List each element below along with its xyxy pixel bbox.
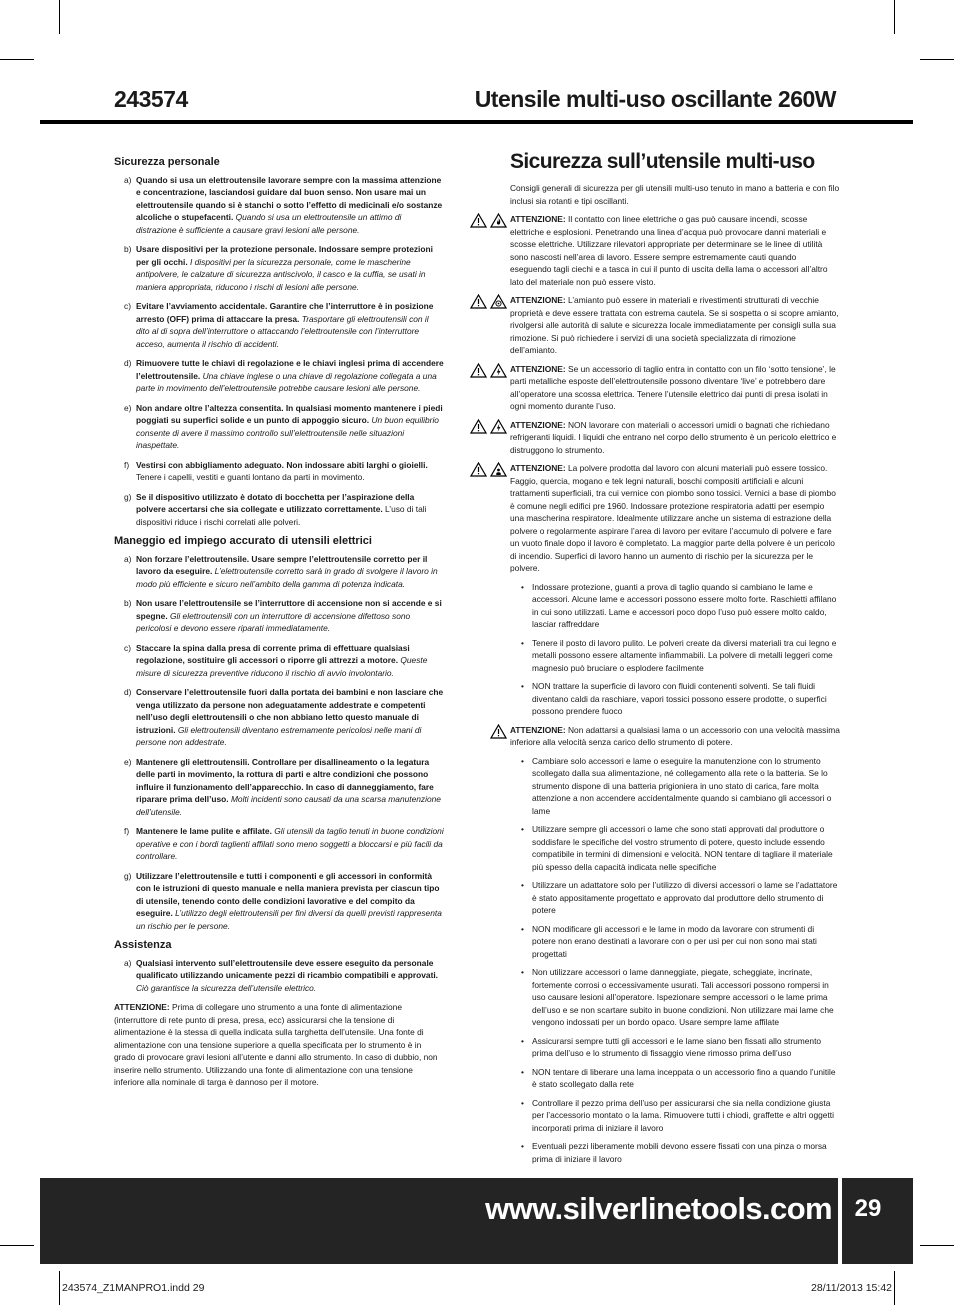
warning-block xyxy=(510,724,840,749)
item-explanation: Un buon equilibrio consente di avere il massimo controllo sull’elettroutensile nelle situazioni inaspettate. xyxy=(136,415,439,450)
item-instruction: Evitare l’avviamento accidentale. Garantire che l’interruttore è in posizione arresto (OFF) prima di attaccare la presa. xyxy=(136,301,434,324)
bullet-item: • Utilizzare sempre gli accessori o lame che sono stati approvati dal produttore o soddisfare le specifiche del vostro strumento di potere, questo include essendo compatibile in termini di dimensioni e velocità. NON tentare di tagliare il materiale più spesso della capacità indicata nelle specifiche xyxy=(520,823,840,873)
item-instruction: Conservare l’elettroutensile fuori dalla portata dei bambini e non lasciare che venga utilizzato da persone non adeguatamente addestrate e competenti nell’uso degli elettroutensili o che non abbiano letto questo manuale di istruzioni. xyxy=(136,687,444,735)
website-link[interactable]: www.silverlinetools.com xyxy=(485,1191,832,1226)
section-heading: Assistenza xyxy=(114,939,172,951)
warning-list xyxy=(510,213,840,575)
list-item xyxy=(114,243,444,293)
item-label: a) xyxy=(124,957,132,968)
warning-text: L’amianto può essere in materiali e rivestimenti strutturati di vecchie proprietà e deve essere trattata con estrema cautela. Se si sospetta o si scopre amianto, rivolgersi alle autorità di salute e sicurezza locale immediatamente per consigli sulla sua rimozione. Si può richiedere i servizi di una società specializzata di rimozione dell’amianto. xyxy=(510,295,839,355)
warning-block xyxy=(510,462,840,575)
dust-icon xyxy=(490,462,507,477)
crop-mark xyxy=(920,59,954,60)
list-item xyxy=(114,756,444,819)
crop-mark xyxy=(59,1271,60,1305)
item-instruction: Rimuovere tutte le chiavi di regolazione e le chiavi inglesi prima di accendere l’elettroutensile. xyxy=(136,358,444,381)
right-column xyxy=(510,150,840,1171)
item-instruction: Non forzare l’elettroutensile. Usare sempre l’elettroutensile corretto per il lavoro da eseguire. xyxy=(136,553,428,576)
list-item xyxy=(114,870,444,933)
item-label: a) xyxy=(124,174,132,185)
item-instruction: Se il dispositivo utilizzato è dotato di bocchetta per l’aspirazione della polvere accertarsi che sia collegate e utilizzato correttamente. xyxy=(136,491,415,514)
item-label: b) xyxy=(124,598,132,608)
bullet-item: • NON trattare la superficie di lavoro con fluidi contenenti solventi. Se tali fluidi diventano caldi da raschiare, vapori tossici possono essere prodotte, o superfici possono prendere fuoco xyxy=(520,680,840,718)
list-item xyxy=(114,553,444,591)
item-explanation: L’uso di tali dispositivi riduce i rischi correlati alle polveri. xyxy=(136,504,427,527)
bullet-item: • Cambiare solo accessori e lame o eseguire la manutenzione con lo strumento scollegato dalla sua alimentazione, né collegamento alla rete o la batteria. Se lo strumento dispone di una batteria prigioniera in uno stato di carica, fare molta attenzione a non accendere accidentalmente quando si cambiano gli accessori o lame xyxy=(520,755,840,818)
item-instruction: Usare dispositivi per la protezione personale. Indossare sempre protezioni per gli occhi. xyxy=(136,244,433,267)
warning-label: ATTENZIONE: xyxy=(510,363,566,374)
item-instruction: Qualsiasi intervento sull’elettroutensile deve essere eseguito da personale qualificato utilizzando unicamente pezzi di ricambio compatibili e approvati. xyxy=(136,957,439,980)
warning-triangle-icon xyxy=(470,294,487,309)
warning-icons xyxy=(470,724,508,740)
warning-triangle-icon xyxy=(470,363,487,378)
warning-text: La polvere prodotta dal lavoro con alcuni materiali può essere tossico. Faggio, quercia, mogano e tek legni naturali, boschi compositi artificiali e alcuni trattamenti superficiali, tra cui vernice con piombo sono tossici. Vernici a base di piombo è comune negli edifici pre 1960. Indossare protezione respiratoria adatti per esempio una mascherina respiratore. Idealmente utilizzare anche un sistema di estrazione della polvere o regolarmente aspirare l’area di lavoro per evitare l’accumulo di polvere e fare un vuoto finale dopo il lavoro è completato. La maggior parte della polvere è un pericolo di incendio. Superfici di lavoro hanno un aumento di rischio per la sicurezza per le polvere. xyxy=(510,463,836,573)
list-item xyxy=(114,357,444,395)
item-instruction: Mantenere le lame pulite e affilate. xyxy=(136,826,272,836)
warning-triangle-icon xyxy=(490,724,507,739)
page-title: Utensile multi-uso oscillante 260W xyxy=(474,86,836,112)
item-instruction: Quando si usa un elettroutensile lavorare sempre con la massima attenzione e concentrazione, lasciandosi guidare dal buon senso. Non usare mai un elettroutensile quando si è stanchi o sotto l’effetto di medicinali e/o sostanze alcoliche o stupefacenti. xyxy=(136,174,443,222)
warning-text: Non adattarsi a qualsiasi lama o un accessorio con una velocità massima inferiore alla velocità senza carico dello strumento di potere. xyxy=(510,724,840,747)
item-label: b) xyxy=(124,244,132,254)
bullet-item: • NON modificare gli accessori e le lame in modo da lavorare con strumenti di potere non erano destinati a lavorare con o per usi per cui non sono mai stati progettati xyxy=(520,923,840,961)
item-label: g) xyxy=(124,491,132,502)
item-label: f) xyxy=(124,826,130,836)
item-instruction: Non andare oltre l’altezza consentita. In qualsiasi momento mantenere i piedi poggiati su superfici solide e un punto di appoggio sicuro. xyxy=(136,402,443,425)
bullet-item: • Eventuali pezzi liberamente mobili devono essere fissati con una pinza o morsa prima di iniziare il lavoro xyxy=(520,1140,840,1165)
warning-block xyxy=(510,294,840,357)
section-title: Sicurezza sull’utensile multi-uso xyxy=(510,150,815,173)
warning-text: Se un accessorio di taglio entra in contatto con un filo ‘sotto tensione’, le parti metalliche esposte dell’elettroutensile possono diventare ‘live’ e potrebbero dare all’operatore una scossa elettrica. Tenere l’utensile elettrico dai punti di presa isolati in ogni momento durante l’uso. xyxy=(510,363,836,411)
bullet-list xyxy=(520,755,840,1166)
item-label: c) xyxy=(124,301,131,311)
file-info-name: 243574_Z1MANPRO1.indd 29 xyxy=(62,1282,205,1294)
warning-block xyxy=(510,363,840,413)
left-column xyxy=(114,152,444,1096)
item-label: e) xyxy=(124,756,132,767)
crop-mark xyxy=(0,59,34,60)
item-explanation: Trasportare gli elettroutensili con il dito al di sopra dell’interruttore o attaccando l’elettroutensile con l’interruttore acceso, aumenta il rischio di accidenti. xyxy=(136,313,429,349)
flame-icon xyxy=(490,213,507,228)
warning-icons xyxy=(470,462,508,478)
item-explanation: Molti incidenti sono causati da una scarsa manutenzione dell’utensile. xyxy=(136,794,441,817)
item-label: a) xyxy=(124,553,132,564)
product-code: 243574 xyxy=(114,86,188,112)
list-item xyxy=(114,174,444,237)
warning-text: Il contatto con linee elettriche o gas può causare incendi, scosse elettriche e esplosioni. Penetrando una linea d’acqua può provocare danni materiali e scosse elettriche. Utilizzare rilevatori appropriate per determinare se le linee di utilità sono nascosti nell’area di lavoro. Essere sempre estremamente cauti quando eseguendo tagli ciechi e a tasca in cui il punto di uscita della lama o accessori all’altro lato del materiale non può essere visto. xyxy=(510,214,828,287)
list-item xyxy=(114,491,444,529)
warning-label: ATTENZIONE: xyxy=(510,724,566,735)
item-explanation: Queste misure di sicurezza preventive riducono il rischio di avvio involontario. xyxy=(136,655,428,678)
item-explanation: Ciò garantisce la sicurezza dell’utensile elettrico. xyxy=(136,982,317,993)
warning-icons xyxy=(470,294,508,310)
bullet-item: • Controllare il pezzo prima dell’uso per assicurarsi che sia nella condizione giusta per l’accessorio montato o la lama. Rimuovere tutti i chiodi, graffette e altri oggetti incorporati prima di iniziare il lavoro xyxy=(520,1097,840,1135)
item-explanation: Tenere i capelli, vestiti e guanti lontano da parti in movimento. xyxy=(136,472,365,482)
warning-label: ATTENZIONE: xyxy=(510,295,566,305)
bullet-list xyxy=(520,581,840,718)
section-list-service xyxy=(114,957,444,995)
warning-label: ATTENZIONE: xyxy=(114,1002,170,1012)
intro-text: Consigli generali di sicurezza per gli utensili multi-uso tenuto in mano a batteria e con filo inclusi sia rotanti e tipi oscillanti. xyxy=(510,183,840,206)
bullet-item: • Tenere il posto di lavoro pulito. Le polveri create da diversi materiali tra cui legno e metalli possono essere altamente infiammabili. La polvere di metalli leggeri come magnesio può bruciare o esplodere facilmente xyxy=(520,637,840,675)
crop-mark xyxy=(59,0,60,34)
page-header xyxy=(114,86,836,116)
shock-icon xyxy=(490,363,507,378)
list-item xyxy=(114,642,444,680)
item-instruction: Non usare l’elettroutensile se l’interruttore di accensione non si accende e si spegne. xyxy=(136,598,442,621)
warning-block xyxy=(510,213,840,288)
item-explanation: I dispositivi per la sicurezza personale, come le mascherine antipolvere, le calzature di sicurezza antiscivolo, il casco e la cuffia, se usati in maniera appropriata, riducono i rischi di lesioni alle persone. xyxy=(136,256,426,292)
warning-label: ATTENZIONE: xyxy=(510,463,566,473)
item-explanation: L’utilizzo degli elettroutensili per fini diversi da quelli previsti rappresenta un rischio per le persone. xyxy=(136,908,442,931)
warning-label: ATTENZIONE: xyxy=(510,419,566,430)
list-item xyxy=(114,686,444,749)
bullet-item: • Assicurarsi sempre tutti gli accessori e le lame siano ben fissati allo strumento prima dell’uso e lo strumento di fissaggio viene rimosso prima dell’uso xyxy=(520,1035,840,1060)
crop-mark xyxy=(894,0,895,34)
warning-icons xyxy=(470,363,508,379)
item-label: d) xyxy=(124,687,132,697)
list-item xyxy=(114,825,444,863)
warning-triangle-icon xyxy=(470,462,487,477)
list-item xyxy=(114,597,444,635)
section-list-tool-use xyxy=(114,553,444,933)
warning-icons xyxy=(470,419,508,435)
list-item xyxy=(114,402,444,452)
header-rule xyxy=(40,120,913,124)
warning-text: NON lavorare con materiali o accessori umidi o bagnati che richiedano refrigeranti liquidi. I liquidi che entrano nel corpo dello strumento è un pericolo elettrico e distruggono lo strumento. xyxy=(510,419,837,455)
item-label: d) xyxy=(124,358,132,368)
item-label: g) xyxy=(124,870,132,881)
item-label: e) xyxy=(124,402,132,413)
item-explanation: Quando si usa un elettroutensile un attimo di distrazione è sufficiente a causare gravi lesioni alle persone. xyxy=(136,212,402,235)
shock-icon xyxy=(490,419,507,434)
warning-text: Prima di collegare uno strumento a una fonte di alimentazione (interruttore di rete punto di presa, presa, ecc) assicurarsi che la tensione di alimentazione è la stessa di quella indicata sulla targhetta dell’utensile. Una fonte di alimentazione con una tensione superiore a quella specificata per lo strumento è in grado di provocare gravi lesioni all’utente e danni allo strumento. In caso di dubbio, non inserire nello strumento. Utilizzando una fonte di alimentazione con una tensione inferiore alla nominale di targa è dannoso per il motore. xyxy=(114,1002,438,1087)
warning-triangle-icon xyxy=(470,419,487,434)
crop-mark xyxy=(920,1245,954,1246)
warning-block xyxy=(510,419,840,457)
warning-label: ATTENZIONE: xyxy=(510,214,566,224)
list-item xyxy=(114,300,444,350)
item-explanation: L’elettroutensile corretto sarà in grado di svolgere il lavoro in modo più efficiente e sicuro nell’ambito della gamma di potenza indicata. xyxy=(136,566,438,589)
section-heading: Sicurezza personale xyxy=(114,156,220,168)
bullet-item: • Non utilizzare accessori o lame danneggiate, piegate, scheggiate, incrinate, fortemente corrosi o eccessivamente usurati. Tali accessori possono rompersi in uso causare lesioni all’operatore. Ispezionare sempre accessori o le lame prima dell’uso e se non scartare subito in buone condizioni. Non utilizzare mai lame che vengono indossati per un bordo opaco. Usare sempre lame affilate xyxy=(520,966,840,1029)
list-item xyxy=(114,459,444,484)
file-info-date: 28/11/2013 15:42 xyxy=(811,1282,892,1294)
bullet-item: • NON tentare di liberare una lama inceppata o un accessorio fino a quando l’unitile è stato scollegato dalla rete xyxy=(520,1066,840,1091)
item-instruction: Vestirsi con abbigliamento adeguato. Non indossare abiti larghi o gioielli. xyxy=(136,459,428,470)
warning-icons xyxy=(470,213,508,229)
voltage-warning xyxy=(114,1001,444,1089)
item-instruction: Utilizzare l’elettroutensile e tutti i componenti e gli accessori in conformità con le istruzioni di questo manuale e nella maniera prevista per ciascun tipo di utensile, tenendo conto delle condizioni lavorative e del compito da eseguire. xyxy=(136,870,440,918)
item-explanation: Gli elettroutensili diventano estremamente pericolosi nelle mani di persone non addestrate. xyxy=(136,724,422,747)
crop-mark xyxy=(0,1245,34,1246)
item-explanation: Gli elettroutensili con un interruttore di accensione difettoso sono pericolosi e devono essere riparati immediatamente. xyxy=(136,610,411,633)
crop-mark xyxy=(894,1271,895,1305)
item-instruction: Mantenere gli elettroutensili. Controllare per disallineamento o la legatura delle parti in movimento, la rottura di parti e altre condizioni che possono influire il funzionamento dell’apparecchio. In caso di danneggiamento, fare riparare prima dell’uso. xyxy=(136,756,434,804)
bullet-item: • Indossare protezione, guanti a prova di taglio quando si cambiano le lame e accessori. Alcune lame e accessori possono essere molto forte. Raschietti affilano in cui sono utilizzati. Lame e accessori poco dopo l’uso può essere molto caldo, lasciar raffreddare xyxy=(520,581,840,631)
item-explanation: Gli utensili da taglio tenuti in buone condizioni operative e con i bordi taglienti affilati sono meno soggetti a bloccarsi e più facili da controllare. xyxy=(136,826,444,861)
item-instruction: Staccare la spina dalla presa di corrente prima di effettuare qualsiasi regolazione, sostituire gli accessori o riporre gli attrezzi a motore. xyxy=(136,642,410,665)
section-heading: Maneggio ed impiego accurato di utensili elettrici xyxy=(114,535,372,547)
item-explanation: Una chiave inglese o una chiave di regolazione collegata a una parte in movimento dell’elettroutensile potrebbe causare lesioni alle persone. xyxy=(136,370,437,393)
asbestos-icon xyxy=(490,294,507,309)
item-label: f) xyxy=(124,459,130,470)
page-number: 29 xyxy=(854,1195,882,1222)
bullet-item: • Utilizzare un adattatore solo per l’utilizzo di diversi accessori o lame se l’adattatore è stato appositamente progettato e approvato dal produttore dello strumento di potere xyxy=(520,879,840,917)
warning-triangle-icon xyxy=(470,213,487,228)
item-label: c) xyxy=(124,642,131,653)
section-list-personal-safety xyxy=(114,174,444,529)
list-item xyxy=(114,957,444,995)
